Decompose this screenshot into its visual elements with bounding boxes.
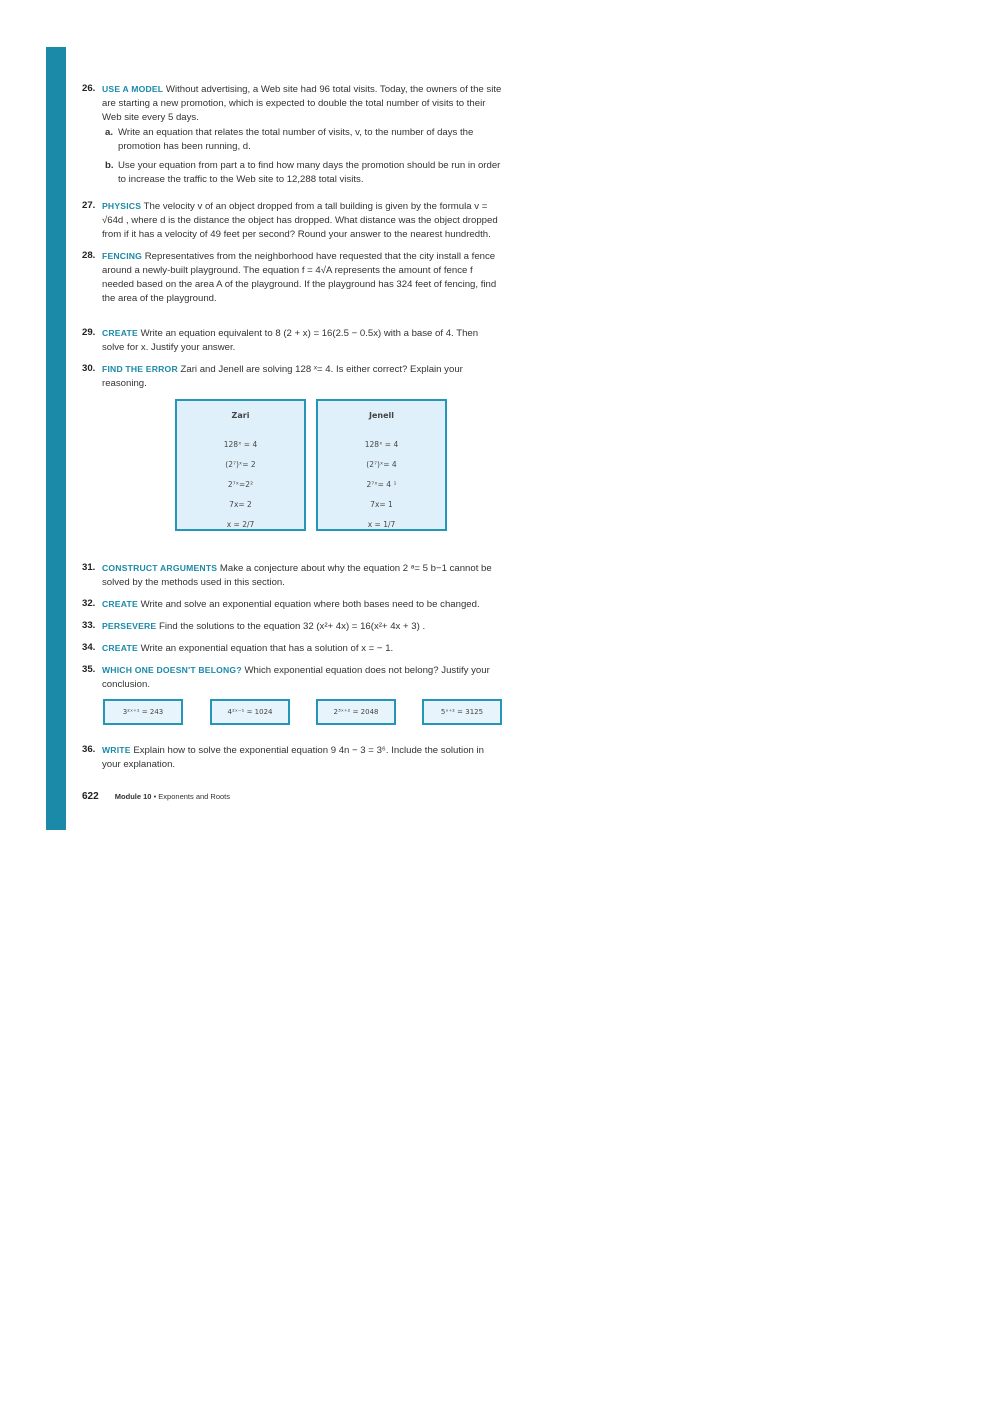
problem-list bbox=[82, 82, 502, 804]
student-name: Jenell bbox=[368, 411, 394, 420]
problem-34 bbox=[82, 641, 502, 656]
part-text: Use your equation from part a to find how many days the promotion should be run in order to increase the traffic to the Web site to 12,288 total visits. bbox=[118, 160, 501, 185]
work-line: 128ˣ = 4 bbox=[364, 440, 399, 449]
problem-tag: FENCING bbox=[102, 251, 143, 261]
problem-tag: PERSEVERE bbox=[102, 621, 157, 631]
problem-tag: CREATE bbox=[102, 599, 138, 609]
work-line: x = 1/7 bbox=[367, 520, 396, 529]
page-accent-bar bbox=[46, 47, 66, 830]
problem-number: 32. bbox=[82, 598, 96, 609]
problem-26-part-a bbox=[102, 126, 502, 154]
footer-separator: • bbox=[153, 792, 157, 801]
problem-number: 34. bbox=[82, 642, 96, 653]
work-line: 7x= 1 bbox=[370, 500, 393, 509]
problem-tag: CONSTRUCT ARGUMENTS bbox=[102, 563, 218, 573]
work-line: 128ˣ = 4 bbox=[223, 440, 258, 449]
work-line: 2⁷ˣ= 4 ¹ bbox=[366, 480, 397, 489]
problem-33 bbox=[82, 619, 502, 634]
equation-option: 2³ˣ⁺² = 2048 bbox=[316, 699, 396, 725]
part-label: b. bbox=[105, 160, 114, 171]
problem-tag: USE A MODEL bbox=[102, 84, 164, 94]
problem-tag: WRITE bbox=[102, 745, 131, 755]
problem-text: Make a conjecture about why the equation 2 ᵃ= 5 b−1 cannot be solved by the methods used in this section. bbox=[102, 563, 492, 588]
problem-text: Write an exponential equation that has a solution of x = − 1. bbox=[140, 643, 394, 654]
page-footer bbox=[82, 790, 502, 804]
problem-text: Which exponential equation does not belong? Justify your conclusion. bbox=[102, 665, 490, 690]
problem-number: 31. bbox=[82, 562, 96, 573]
problem-number: 29. bbox=[82, 327, 96, 338]
problem-number: 35. bbox=[82, 664, 96, 675]
problem-32 bbox=[82, 597, 502, 612]
problem-number: 33. bbox=[82, 620, 96, 631]
page-number: 622 bbox=[82, 791, 99, 802]
problem-number: 26. bbox=[82, 83, 96, 94]
problem-text: Write an equation equivalent to 8 (2 + x) = 16(2.5 − 0.5x) with a base of 4. Then solve for x. Justify your answer. bbox=[102, 328, 479, 353]
equation-options bbox=[82, 699, 502, 733]
problem-26-part-b bbox=[102, 159, 502, 187]
jenell-work-box bbox=[316, 399, 447, 531]
work-line: x = 2/7 bbox=[226, 520, 255, 529]
problem-28 bbox=[82, 249, 502, 306]
part-text: Write an equation that relates the total number of visits, v, to the number of days the promotion has been running, d. bbox=[118, 127, 474, 152]
module-label: Module 10 bbox=[114, 792, 152, 801]
equation-option: 5ˣ⁺² = 3125 bbox=[422, 699, 502, 725]
problem-text: The velocity v of an object dropped from a tall building is given by the formula v = √64d , where d is the distance the object has dropped. What distance was the object dropped from if it has a velocity of 49 feet per second? Round your answer to the nearest hundredth. bbox=[102, 201, 498, 240]
problem-31 bbox=[82, 561, 502, 590]
problem-35 bbox=[82, 663, 502, 692]
work-line: (2⁷)ˣ= 4 bbox=[366, 460, 397, 469]
problem-text: Zari and Jenell are solving 128 ˣ= 4. Is either correct? Explain your reasoning. bbox=[102, 364, 463, 389]
problem-tag: WHICH ONE DOESN'T BELONG? bbox=[102, 665, 242, 675]
work-line: 7x= 2 bbox=[229, 500, 252, 509]
problem-text: Find the solutions to the equation 32 (x²+ 4x) = 16(x²+ 4x + 3) . bbox=[159, 621, 426, 632]
problem-text: Without advertising, a Web site had 96 total visits. Today, the owners of the site are starting a new promotion, which is expected to double the total number of visits to their Web site every 5 days. bbox=[102, 84, 502, 123]
module-title: Exponents and Roots bbox=[158, 792, 231, 801]
zari-work-box bbox=[175, 399, 306, 531]
part-label: a. bbox=[105, 127, 114, 138]
problem-number: 30. bbox=[82, 363, 96, 374]
problem-tag: PHYSICS bbox=[102, 201, 142, 211]
work-line: (2⁷)ˣ= 2 bbox=[225, 460, 256, 469]
problem-tag: CREATE bbox=[102, 328, 138, 338]
problem-36 bbox=[82, 743, 502, 772]
student-work bbox=[82, 399, 502, 551]
work-line: 2⁷ˣ=2² bbox=[227, 480, 254, 489]
problem-29 bbox=[82, 326, 502, 355]
problem-27 bbox=[82, 199, 502, 242]
equation-option: 3²ˣ⁺¹ = 243 bbox=[103, 699, 183, 725]
problem-26 bbox=[82, 82, 502, 187]
problem-number: 27. bbox=[82, 200, 96, 211]
problem-number: 36. bbox=[82, 744, 96, 755]
equation-option: 4²ˣ⁻¹ = 1024 bbox=[210, 699, 290, 725]
problem-text: Write and solve an exponential equation where both bases need to be changed. bbox=[140, 599, 480, 610]
problem-text: Explain how to solve the exponential equation 9 4n − 3 = 3⁶. Include the solution in your explanation. bbox=[102, 745, 484, 770]
problem-30 bbox=[82, 362, 502, 391]
problem-number: 28. bbox=[82, 250, 96, 261]
problem-tag: FIND THE ERROR bbox=[102, 364, 178, 374]
problem-tag: CREATE bbox=[102, 643, 138, 653]
problem-text: Representatives from the neighborhood have requested that the city install a fence around a newly-built playground. The equation f = 4√A represents the amount of fence f needed based on the area A of the playground. If the playground has 324 feet of fencing, find the area of the playground. bbox=[102, 251, 497, 304]
student-name: Zari bbox=[231, 411, 250, 420]
